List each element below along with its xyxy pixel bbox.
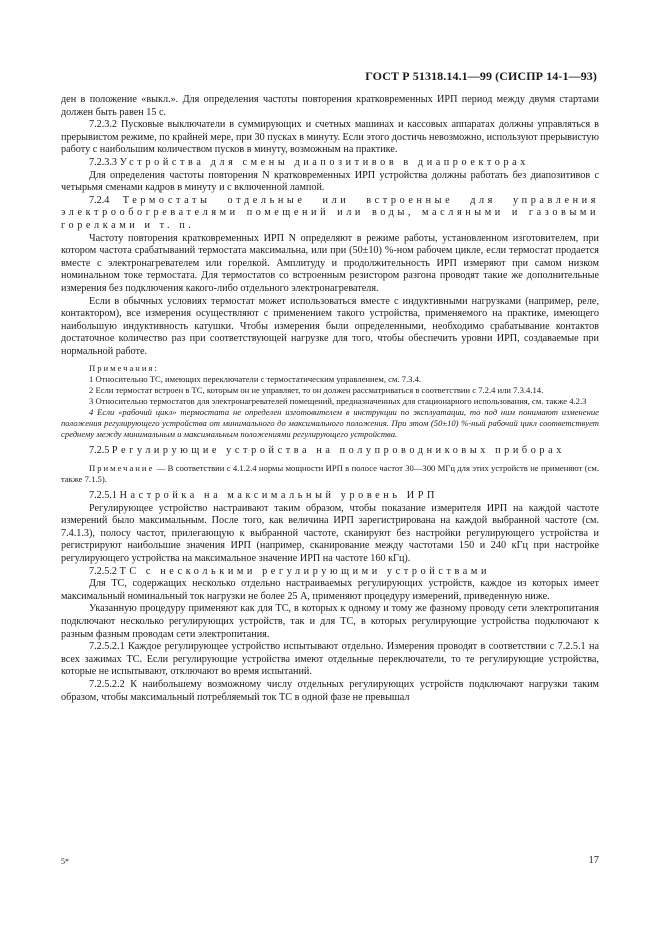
- paragraph: Частоту повторения кратковременных ИРП N определяют в режиме работы, установленном изготовителем, при котором частота срабатываний термостата максимальна, или при (50±10) %-ном рабочем цикле, если термостат продается вместе с электронагревателем или горелкой. Амплитуду и продолжительность ИРП измеряют при самом низком номинальном токе термостата. Для термостатов со встроенным резистором разгона проводят такие же дополнительные измерения без подключения какого-либо отдельного электронагревателя.: [61, 232, 599, 294]
- paragraph: Регулирующее устройство настраивают таким образом, чтобы показание измерителя ИРП на каждой частоте измерений было максимальным. После того, как величина ИРП зарегистрирована на каждой выбранной частоте (см. 7.4.1.3), полосу частот, прилегающую к выбранной частоте, сканируют без настройки регулирующего устройства и регистрируют наибольшие значения ИРП (например, сканирование между частотами 150 и 240 кГц при настройке регулирующего устройства на максимальное значение ИРП на частоте 160 кГц).: [61, 502, 599, 565]
- note-label: Примечание: [89, 463, 155, 474]
- paragraph: ден в положение «выкл.». Для определения частоты повторения кратковременных ИРП период между двумя стартами должен быть равен 15 с.: [61, 94, 599, 118]
- note-single: [61, 463, 599, 485]
- note-item: 2 Если термостат встроен в ТС, которым он не управляет, то он должен рассматриваться в соответствии с 7.2.4 или 7.3.4.14.: [89, 385, 544, 396]
- page-number: 17: [588, 855, 599, 866]
- section-heading-7-2-5: [61, 445, 599, 458]
- notes-block: [61, 363, 599, 440]
- section-heading-7-2-3-3: [61, 157, 599, 170]
- page-content: [61, 94, 599, 704]
- note-item: 4 Если «рабочий цикл» термостата не определен изготовителем в инструкции по эксплуатации, то под ним понимают изменение положения регулирующего устройства от минимального до максимального положения. При этом (50±10) %-ный рабочий цикл соответствует среднему между минимальным и максимальным положениями регулирующего устройства.: [61, 407, 599, 440]
- section-number: 7.2.3.3: [89, 156, 118, 168]
- section-title: Устройства для смены диапозитивов в диапроекторах: [119, 156, 529, 168]
- section-number: 7.2.4: [89, 194, 110, 206]
- notes-title: Примечания:: [89, 363, 159, 374]
- section-number: 7.2.5.1: [89, 490, 118, 502]
- note-text: — В соответствии с 4.1.2.4 нормы мощности ИРП в полосе частот 30—300 МГц для этих устройств не применяют (см. также 7.1.5).: [61, 463, 599, 485]
- paragraph: Указанную процедуру применяют как для ТС, в которых к одному и тому же фазному проводу сети электропитания подключают несколько регулирующих устройств, так и для ТС, в которых регулирующие устройства подключают к разным фазным проводам сети электропитания.: [61, 603, 599, 640]
- section-heading-7-2-4: [61, 195, 599, 233]
- paragraph: Если в обычных условиях термостат может использоваться вместе с индуктивными нагрузками (например, реле, контактором), все измерения осуществляют с применением такого устройства, применяемого на практике, имеющего наибольшую индуктивность катушки. Чтобы измерения были определенными, необходимо срабатывание контактов достаточное количество раз при соответствующей нагрузке для того, чтобы обеспечить уровни ИРП, создаваемые при нормальной работе.: [61, 295, 599, 357]
- section-title: Регулирующие устройства на полупроводниковых приборах: [111, 445, 565, 457]
- section-number: 7.2.5: [89, 445, 110, 457]
- paragraph: 7.2.5.2.2 К наибольшему возможному числу отдельных регулирующих устройств подключают нагрузки таким образом, чтобы максимальный потребляемый ток ТС в одной фазе не превышал: [61, 678, 599, 703]
- note-item: 1 Относительно ТС, имеющих переключатели с термостатическим управлением, см. 7.3.4.: [89, 374, 422, 385]
- section-title: Термостаты отдельные или встроенные для управления электрообогревателями помещений или воды, масляными и газовыми горелками и т. п.: [61, 194, 599, 231]
- paragraph: Для определения частоты повторения N кратковременных ИРП устройства должны работать без диапозитивов с четырьмя сменами кадров в минуту и с включенной лампой.: [61, 169, 599, 194]
- section-title: ТС с несколькими регулирующими устройствами: [119, 565, 490, 577]
- paragraph: 7.2.5.2.1 Каждое регулирующее устройство испытывают отдельно. Измерения проводят в соответствии с 7.2.5.1 на всех зажимах ТС. Если регулирующие устройства имеют отдельные переключатели, то те регулирующие устройства, которые не испытывают, отключают во время испытаний.: [61, 641, 599, 678]
- paragraph: 7.2.3.2 Пусковые выключатели в суммирующих и счетных машинах и кассовых аппаратах должны управляться в прерывистом режиме, по крайней мере, при 30 пусках в минуту. Если этого достичь невозможно, используют прерывистую работу с наибольшим количеством пусков в минуту, возможным на практике.: [61, 119, 599, 156]
- section-heading-7-2-5-2: [61, 566, 599, 579]
- page-header: ГОСТ Р 51318.14.1—99 (СИСПР 14-1—93): [365, 69, 597, 83]
- section-title: Настройка на максимальный уровень ИРП: [119, 490, 438, 502]
- paragraph: Для ТС, содержащих несколько отдельно настраиваемых регулирующих устройств, каждое из которых имеет максимальный номинальный ток нагрузки не более 25 А, применяют процедуру измерений, приведенную ниже.: [61, 578, 599, 602]
- note-item: 3 Относительно термостатов для электронагревателей помещений, предназначенных для стационарного использования, см. также 4.2.3: [89, 396, 587, 407]
- section-heading-7-2-5-1: [61, 490, 599, 503]
- footer-signature-mark: 5*: [61, 857, 69, 866]
- section-number: 7.2.5.2: [89, 565, 118, 577]
